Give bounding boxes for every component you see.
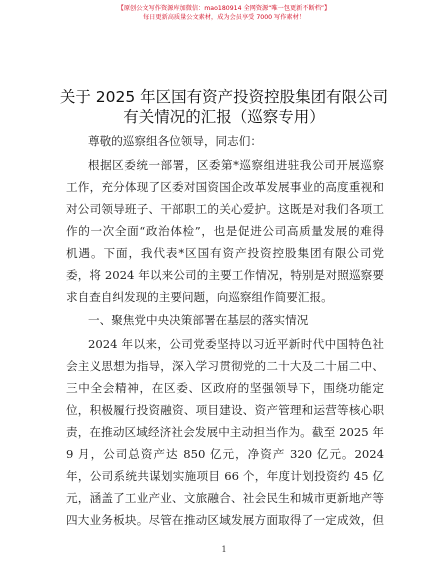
section-heading: 一、聚焦党中央决策部署在基层的落实情况 xyxy=(88,313,309,327)
document-title-line-2: 有关情况的汇报（巡察专用） xyxy=(123,108,325,126)
paragraph-line: 会主义思想为指导，深入学习贯彻党的二十大及二十届二中、 xyxy=(66,359,384,373)
paragraph-line: 位，积极履行投资融资、项目建设、资产管理和运营等核心职 xyxy=(66,403,384,417)
paragraph-line: 年，公司系统共谋划实施项目 66 个，年度计划投资约 45 亿 xyxy=(66,469,384,483)
paragraph-line: 四大业务板块。尽管在推动区域发展方面取得了一定成效，但 xyxy=(66,513,384,527)
page-number: 1 xyxy=(221,545,227,554)
paragraph-line: 对公司领导班子、干部职工的关心爱护。这既是对我们各项工 xyxy=(66,202,384,216)
promo-banner-line-2: 每日更新高质量公文素材，成为会员享受 7000 写作素材！ xyxy=(143,14,305,21)
document-title-line-1: 关于 2025 年区国有资产投资控股集团有限公司 xyxy=(59,88,389,106)
paragraph-line: 三中全会精神，在区委、区政府的坚强领导下，围绕功能定 xyxy=(66,381,384,395)
salutation: 尊敬的巡察组各位领导，同志们： xyxy=(88,134,262,148)
paragraph-line: 委，将 2024 年以来公司的主要工作情况，特别是对照巡察要 xyxy=(66,268,384,282)
paragraph-line: 元，涵盖了工业产业、文旅融合、社会民生和城市更新地产等 xyxy=(66,491,384,505)
paragraph-line: 工作，充分体现了区委对国资国企改革发展事业的高度重视和 xyxy=(66,180,384,194)
paragraph-line: 9 月，公司总资产达 850 亿元，净资产 320 亿元。2024 xyxy=(66,447,384,461)
promo-banner-line-1: 【原创公文写作资源库加微信：mao180914 全网资源“唯一包更新不断档”】 xyxy=(117,5,331,12)
paragraph-line: 求自查自纠发现的主要问题，向巡察组作简要汇报。 xyxy=(66,290,333,304)
paragraph-line: 根据区委统一部署，区委第*巡察组进驻我公司开展巡察 xyxy=(88,158,384,172)
paragraph-line: 2024 年以来，公司党委坚持以习近平新时代中国特色社 xyxy=(88,337,384,351)
paragraph-line: 责，在推动区域经济社会发展中主动担当作为。截至 2025 年 xyxy=(66,425,384,439)
paragraph-line: 机遇。下面，我代表*区国有资产投资控股集团有限公司党 xyxy=(66,246,384,260)
paragraph-line: 作的一次全面“政治体检”，也是促进公司高质量发展的难得 xyxy=(66,224,384,238)
